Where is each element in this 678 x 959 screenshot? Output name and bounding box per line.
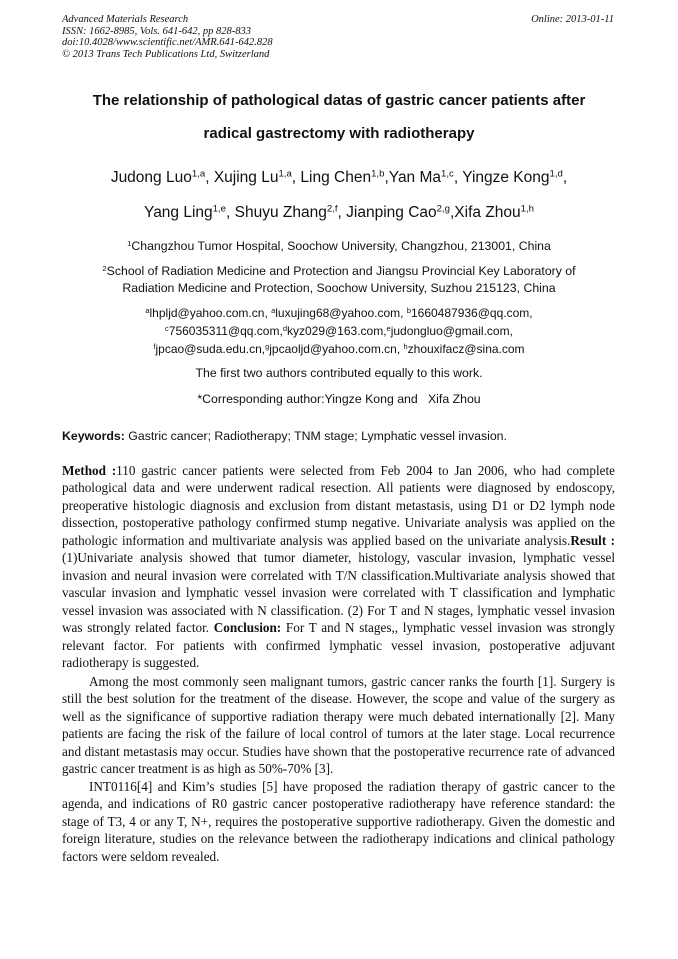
- body-section: [62, 673, 615, 865]
- author-sup: 1,a: [191, 168, 206, 180]
- email-sup: f: [153, 341, 156, 351]
- paper-title-line-1: The relationship of pathological datas of gastric cancer patients after: [92, 92, 586, 109]
- email-address[interactable]: 756035311@qq.com: [168, 324, 280, 338]
- author-sup: 1,e: [212, 203, 227, 215]
- email-address[interactable]: zhouxifacz@sina.com: [407, 342, 525, 356]
- email-sup: h: [403, 341, 408, 351]
- body-paragraph-1: Among the most commonly seen malignant tumors, gastric cancer ranks the fourth [1]. Surgery is still the best solution for the treatment of the disease. However, the scope and value of the surgery as well as the significance of supportive radiation therapy were much debated internationally [2]. Many patients are facing the risk of the failure of local control of tumors at the later stage. Local recurrence and distant metastasis may occur. Studies have shown that the postoperative recurrence rate of advanced gastric cancer treatment is as high as 50%-70% [3].: [62, 674, 615, 777]
- method-label: Method :: [62, 463, 117, 478]
- method-text: 110 gastric cancer patients were selected from Feb 2004 to Jan 2006, who had complete pathological data and were underwent radical resection. All patients were diagnosed by endoscopy, preoperative histologic diagnosis and exclusion from distant metastasis, using D1 or D2 lymph node dissection, postoperative pathology confirmed stump negative. Univariate analysis was applied on the pathologic information and multivariate analysis was applied based on the univariate analysis.: [62, 463, 615, 548]
- email-sup: d: [282, 323, 287, 333]
- affiliation-text: School of Radiation Medicine and Protection and Jiangsu Provincial Key Laboratory of Radiation Medicine and Protection, Soochow University, Suzhou 215123, China: [106, 264, 576, 295]
- body-paragraph-2: INT0116[4] and Kim’s studies [5] have proposed the radiation therapy of gastric cancer to the agenda, and indications of R0 gastric cancer postoperative radiotherapy have reference standard: the stage of T3, 4 or any T, N+, requires the postoperative supportive radiotherapy. Given the domestic and foreign literature, studies on the relevance between the radiotherapy indications and clinical pathology factors were seldom revealed.: [62, 778, 615, 864]
- journal-name: Advanced Materials Research: [62, 14, 189, 25]
- author-name: Xujing Lu: [213, 169, 279, 186]
- email-address[interactable]: jpcao@suda.edu.cn: [155, 342, 262, 356]
- keywords-label: Keywords:: [62, 429, 125, 443]
- author-name: Ling Chen: [300, 169, 372, 186]
- email-sup: g: [265, 341, 270, 351]
- email-sup: e: [386, 323, 391, 333]
- affiliation-sup: 1: [127, 238, 132, 248]
- email-address[interactable]: jpcaoljd@yahoo.com.cn: [269, 342, 397, 356]
- journal-header: [62, 14, 273, 60]
- email-sup: c: [165, 323, 169, 333]
- email-sup: a: [271, 305, 276, 315]
- abstract-paragraph: [62, 462, 615, 671]
- author-list-line-1: Judong Luo$^{1,a}$, Xujing Lu$^{1,a}$, Ling Chen$^{1,b}$,Yan Ma$^{1,c}$, Yingze Kong$^{1,d}$,: [110, 168, 568, 186]
- copyright-line: © 2013 Trans Tech Publications Ltd, Switzerland: [62, 48, 270, 60]
- email-address[interactable]: lhpljd@yahoo.com.cn: [149, 306, 265, 320]
- author-sup: 1,d: [549, 168, 563, 180]
- email-address[interactable]: kyz029@163.com: [286, 324, 384, 338]
- author-sup: 1,b: [371, 168, 385, 180]
- author-sup: 1,c: [441, 168, 454, 180]
- keywords-text: Gastric cancer; Radiotherapy; TNM stage; Lymphatic vessel invasion.: [128, 429, 507, 443]
- online-date: Online: 2013-01-11: [531, 14, 614, 25]
- author-name: Judong Luo: [110, 169, 192, 186]
- affiliation-text: Changzhou Tumor Hospital, Soochow University, Changzhou, 213001, China: [131, 239, 551, 253]
- author-name: Jianping Cao: [346, 204, 437, 221]
- author-sup: 1,a: [278, 168, 292, 180]
- keywords: [62, 429, 507, 443]
- email-sup: a: [145, 305, 150, 315]
- author-sup: 2,f: [326, 203, 338, 215]
- email-sup: b: [406, 305, 411, 315]
- author-name: Xifa Zhou: [454, 204, 521, 221]
- author-list-line-2: Yang Ling$^{1,e}$, Shuyu Zhang$^{2,f}$, Jianping Cao$^{2,g}$,Xifa Zhou$^{1,h}$: [144, 203, 534, 221]
- email-address[interactable]: luxujing68@yahoo.com: [275, 306, 401, 320]
- issn-line: ISSN: 1662-8985, Vols. 641-642, pp 828-833: [62, 25, 251, 37]
- paper-title-line-2: radical gastrectomy with radiotherapy: [203, 125, 475, 142]
- affiliation-2: [90, 263, 588, 297]
- author-name: Yan Ma: [388, 169, 442, 186]
- result-text: (1)Univariate analysis showed that tumor diameter, histology, vascular invasion, lymphatic vessel invasion and neural invasion were correlated with T/N classification.Multivariate analysis showed that vascular invasion and lymphatic vessel invasion were correlated with T classification and lymphatic vessel invasion was associated with N classification. (2) For T and N stages, lymphatic vessel invasion was strongly related factor.: [62, 550, 615, 636]
- author-name: Yang Ling: [144, 204, 213, 221]
- abstract: [62, 462, 615, 671]
- email-line-2: $^c$756035311@qq.com,$^d$kyz029@163.com,$^e$judongluo@gmail.com,: [165, 323, 513, 338]
- email-address[interactable]: judongluo@gmail.com: [390, 324, 510, 338]
- author-name: Yingze Kong: [462, 169, 550, 186]
- author-name: Shuyu Zhang: [234, 204, 327, 221]
- email-address[interactable]: 1660487936@qq.com: [410, 306, 530, 320]
- email-line-1: $^a$lhpljd@yahoo.com.cn, $^a$luxujing68@yahoo.com, $^b$1660487936@qq.com,: [145, 305, 533, 320]
- author-sup: 1,h: [520, 203, 534, 215]
- equal-contribution-note: The first two authors contributed equally to this work.: [195, 366, 483, 380]
- corresponding-author-note: *Corresponding author:Yingze Kong and Xifa Zhou: [197, 392, 481, 406]
- affiliation-sup: 2: [102, 263, 107, 273]
- doi-line: doi:10.4028/www.scientific.net/AMR.641-642.828: [62, 37, 273, 48]
- conclusion-label: Conclusion:: [213, 620, 282, 636]
- email-line-3: $^f$jpcao@suda.edu.cn,$^g$jpcaoljd@yahoo.com.cn, $^h$zhouxifacz@sina.com: [153, 341, 525, 356]
- affiliation-1: [40, 238, 638, 255]
- author-sup: 2,g: [436, 203, 450, 215]
- result-label: Result :: [570, 532, 615, 548]
- conclusion-text: For T and N stages,, lymphatic vessel invasion was strongly relevant factor. For patients with confirmed lymphatic vessel invasion, postoperative adjuvant radiotherapy is suggested.: [62, 620, 615, 670]
